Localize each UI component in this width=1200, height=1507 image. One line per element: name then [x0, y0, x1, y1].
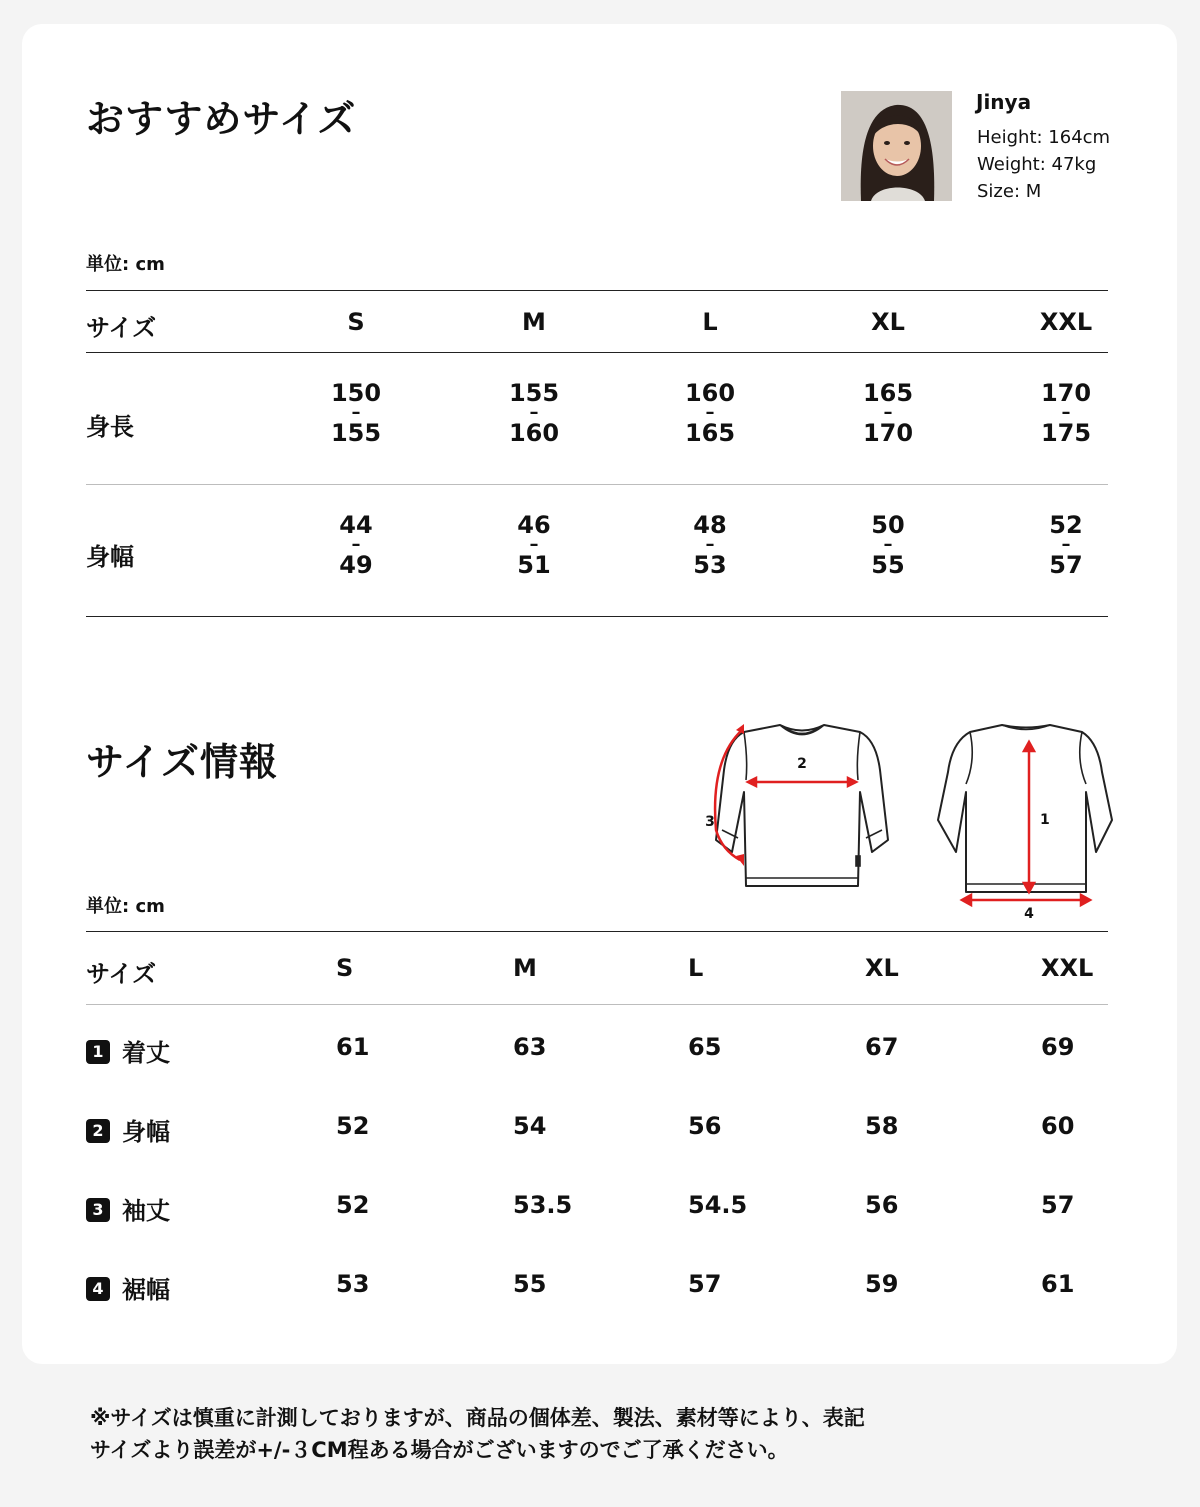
info-size-header-l: L: [688, 954, 704, 982]
table-bottom-rule: [86, 616, 1108, 617]
info-value: 60: [1041, 1112, 1075, 1140]
info-size-header-m: M: [513, 954, 537, 982]
diagram-label-4: 4: [1024, 906, 1034, 920]
range-cell: 52 – 57: [1049, 511, 1083, 579]
info-value: 59: [865, 1270, 899, 1298]
recommended-header-label: サイズ: [86, 314, 157, 342]
size-header-xxl: XXL: [1039, 308, 1093, 336]
diagram-label-1: 1: [1040, 812, 1050, 828]
number-badge-2: 2: [86, 1119, 110, 1143]
range-cell: 46 – 51: [517, 511, 551, 579]
info-value: 65: [688, 1033, 722, 1061]
size-header-m: M: [522, 308, 546, 336]
garment-front-diagram: [700, 720, 896, 892]
number-badge-3: 3: [86, 1198, 110, 1222]
info-header-rule: [86, 1004, 1108, 1005]
recommended-title: おすすめサイズ: [86, 97, 357, 141]
model-weight: Weight: 47kg: [977, 154, 1097, 175]
range-cell: 170 – 175: [1040, 379, 1092, 447]
info-value: 56: [865, 1191, 899, 1219]
model-photo: [841, 91, 952, 201]
header-rule: [86, 352, 1108, 353]
model-size: Size: M: [977, 181, 1042, 202]
info-size-header-s: S: [336, 954, 354, 982]
info-value: 57: [1041, 1191, 1075, 1219]
row-divider: [86, 484, 1108, 485]
info-value: 61: [336, 1033, 370, 1061]
info-value: 55: [513, 1270, 547, 1298]
garment-back-diagram: [930, 720, 1120, 920]
range-cell: 48 – 53: [693, 511, 727, 579]
size-info-unit: 単位: cm: [86, 896, 165, 917]
info-value: 56: [688, 1112, 722, 1140]
info-value: 58: [865, 1112, 899, 1140]
number-badge-4: 4: [86, 1277, 110, 1301]
info-value: 61: [1041, 1270, 1075, 1298]
recommended-unit: 単位: cm: [86, 254, 165, 275]
info-row-label: 4 裾幅: [86, 1270, 170, 1305]
size-header-l: L: [702, 308, 718, 336]
range-cell: 44 – 49: [339, 511, 373, 579]
note-line-1: ※サイズは慎重に計測しておりますが、商品の個体差、製法、素材等により、表記: [90, 1406, 865, 1430]
info-value: 53: [336, 1270, 370, 1298]
row-label-body-width: 身幅: [86, 543, 134, 571]
table-top-rule: [86, 290, 1108, 291]
info-value: 63: [513, 1033, 547, 1061]
info-value: 57: [688, 1270, 722, 1298]
number-badge-1: 1: [86, 1040, 110, 1064]
size-info-title: サイズ情報: [86, 740, 278, 784]
model-height: Height: 164cm: [977, 127, 1111, 148]
info-value: 53.5: [513, 1191, 573, 1219]
range-cell: 50 – 55: [871, 511, 905, 579]
note-line-2: サイズより誤差が+/-３CM程ある場合がございますのでご了承ください。: [90, 1438, 789, 1462]
info-value: 52: [336, 1191, 370, 1219]
model-details: [977, 124, 1110, 205]
diagram-label-3: 3: [705, 814, 715, 830]
info-header-label: サイズ: [86, 960, 157, 988]
info-value: 54: [513, 1112, 547, 1140]
info-row-label: 1 着丈: [86, 1033, 170, 1068]
info-value: 54.5: [688, 1191, 748, 1219]
info-size-header-xxl: XXL: [1041, 954, 1094, 982]
info-row-label: 2 身幅: [86, 1112, 170, 1147]
size-card: [22, 24, 1177, 1364]
info-size-header-xl: XL: [865, 954, 899, 982]
range-cell: 160 – 165: [684, 379, 736, 447]
range-cell: 150 – 155: [330, 379, 382, 447]
info-table-top-rule: [86, 931, 1108, 932]
model-name: Jinya: [976, 90, 1032, 114]
info-value: 69: [1041, 1033, 1075, 1061]
diagram-label-2: 2: [797, 756, 807, 772]
range-cell: 165 – 170: [862, 379, 914, 447]
info-value: 52: [336, 1112, 370, 1140]
disclaimer-note: [90, 1402, 865, 1466]
info-row-label: 3 袖丈: [86, 1191, 170, 1226]
size-header-s: S: [347, 308, 365, 336]
size-header-xl: XL: [871, 308, 905, 336]
range-cell: 155 – 160: [508, 379, 560, 447]
info-value: 67: [865, 1033, 899, 1061]
row-label-height: 身長: [86, 413, 134, 441]
